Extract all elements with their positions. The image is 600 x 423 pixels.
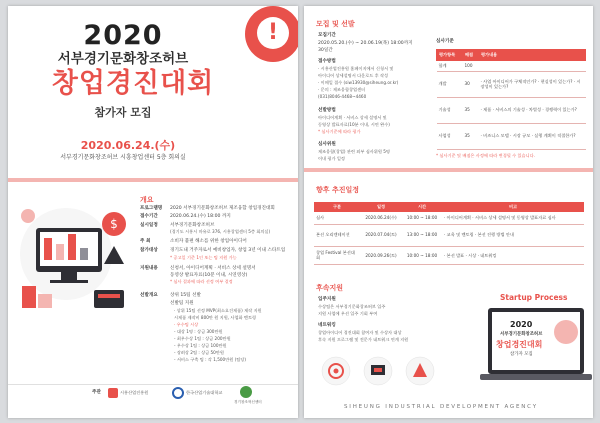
startup-illustration bbox=[16, 194, 134, 318]
criteria-score: 35 bbox=[463, 123, 479, 149]
period-value: 2020.05.20.(수) ~ 20.06.19(목) 18:00까지 bbox=[318, 41, 413, 46]
cceigg-logo-icon bbox=[240, 386, 252, 398]
table-row bbox=[437, 123, 586, 149]
schedule-table bbox=[314, 202, 584, 265]
sched-time: 10:00 ~ 18:00 bbox=[402, 246, 442, 264]
sida-logo-icon bbox=[108, 388, 118, 398]
review-line-1: 이내 평가 일정 bbox=[318, 156, 345, 161]
partner-0: 시흥산업진흥원 bbox=[120, 390, 149, 395]
ov-value-3: (경기도 시흥시 마유로 376, 시흥창업센터 5층 회의실) bbox=[170, 229, 271, 234]
ov-value-7: 신청서, 아이디어계획 · 서비스 상세 설명서 bbox=[170, 266, 256, 271]
prize-line-1: 시제품 제작비 800만 원 지원, 사업화 멘토링 bbox=[174, 315, 257, 320]
poster-org: 서부경기문화창조허브 bbox=[57, 51, 189, 67]
method-line-0: · 시흥산업진흥원 홈페이지에서 신청서 및 bbox=[318, 66, 394, 71]
sched-date: 2020.06.24(수) bbox=[360, 212, 402, 224]
overview-heading: 개요 bbox=[140, 196, 154, 204]
criteria-score: 30 bbox=[463, 71, 479, 97]
sched-date: 2020.07.04(토) bbox=[360, 224, 402, 246]
ov-value-0: 2020 서부경기문화창조허브 제조융합 창업경진대회 bbox=[170, 206, 275, 211]
criteria-item: 합계 bbox=[437, 61, 463, 72]
method-line-1: 아이디어 상세설명서 다운로드 후 작성 bbox=[318, 73, 389, 78]
method-line-2: · 이메일 접수 (siw13930@siheung.or.kr) bbox=[318, 80, 399, 85]
criteria-note: * 심사기준 및 배점은 사정에 따라 변경될 수 있습니다. bbox=[436, 153, 536, 158]
ov-label-5: 참가대상 bbox=[140, 248, 158, 253]
ov-label-2: 실시일정 bbox=[140, 223, 158, 228]
ov-value-4: 소비자 불편 해소를 위한 창업아이디어 bbox=[170, 239, 247, 244]
criteria-desc: · 비즈니스 모델 · 시장 규모 · 실행 계획이 적절한가? bbox=[479, 123, 586, 149]
ov-value-1: 2020.06.24.(수) 18:00 까지 bbox=[170, 214, 231, 219]
ssp-org: 서부경기문화창조허브 bbox=[500, 332, 543, 337]
criteria-item: 사업성 bbox=[437, 123, 463, 149]
criteria-desc bbox=[479, 61, 586, 72]
criteria-heading: 심사기준 bbox=[436, 39, 454, 44]
ssp-title: 창업경진대회 bbox=[496, 340, 543, 349]
prize-line-2: · 우수팀 시상 bbox=[174, 322, 199, 327]
period-label: 모집기간 bbox=[318, 33, 336, 38]
partner-1: 한국산업기술대학교 bbox=[186, 390, 223, 395]
sched-col-date: 일정 bbox=[360, 202, 402, 212]
network-label: 네트워킹 bbox=[318, 323, 336, 328]
host-label: 주관 bbox=[92, 390, 101, 395]
agency-name: SIHEUNG INDUSTRIAL DEVELOPMENT AGENCY bbox=[344, 404, 538, 410]
startup-process-badge: Startup Process bbox=[500, 293, 568, 302]
criteria-col-desc: 평가내용 bbox=[479, 50, 586, 61]
prize-label: 선발개요 bbox=[140, 293, 158, 298]
review-label: 심사위원 bbox=[318, 142, 336, 147]
ssp-subtitle: 참가자 모집 bbox=[510, 352, 533, 357]
criteria-table bbox=[436, 49, 586, 150]
select-label: 선발방법 bbox=[318, 108, 336, 113]
table-row bbox=[314, 212, 584, 224]
criteria-col-item: 평가항목 bbox=[437, 50, 463, 61]
network-line-1: 후속 지원 프로그램 및 전문가 네트워크 연계 지원 bbox=[318, 337, 409, 342]
table-row bbox=[437, 61, 586, 72]
exclamation-icon: ! bbox=[257, 17, 289, 49]
prize-line-5: - 우수상 1팀 : 상금 100만원 bbox=[174, 343, 227, 348]
poster-subtitle: 참가자 모집 bbox=[94, 106, 152, 119]
criteria-item: 개발 bbox=[437, 71, 463, 97]
sched-date: 2020.09.26(토) bbox=[360, 246, 402, 264]
prize-line-7: - 서비스 구축 팀 : 각 1,500만원 (팀당) bbox=[174, 357, 246, 362]
ov-label-7: 지원내용 bbox=[140, 266, 158, 271]
poster-date: 2020.06.24.(수) bbox=[80, 139, 176, 152]
support-line-1: 지원 사업에 우선 입주 기회 부여 bbox=[318, 311, 378, 316]
sched-time: 10:00 ~ 18:00 bbox=[402, 212, 442, 224]
recruit-heading: 모집 및 선발 bbox=[316, 20, 355, 28]
select-line-0: 아이디어계획 · 서비스 상세 설명서 및 bbox=[318, 115, 387, 120]
period-note: 30일간 bbox=[318, 48, 333, 53]
ov-value-5: 경기도내 거주자로서 예비창업자, 창업 3년 이내 스타트업 bbox=[170, 248, 286, 253]
prize-line-0: · 상위 15팀 선정 MVP(최소요건제품) 제작 지원 bbox=[174, 308, 262, 313]
ov-label-4: 주 최 bbox=[140, 239, 151, 244]
table-row bbox=[437, 97, 586, 123]
ov-label-0: 프로그램명 bbox=[140, 206, 163, 211]
sched-col-time: 시간 bbox=[402, 202, 442, 212]
support-label: 입주지원 bbox=[318, 297, 336, 302]
ov-value-2: 서부경기문화창조허브 bbox=[170, 223, 215, 228]
table-row bbox=[437, 71, 586, 97]
criteria-score: 35 bbox=[463, 97, 479, 123]
prize-line-6: - 장려상 2팀 : 상금 50만원 bbox=[174, 350, 224, 355]
benefits-heading: 후속지원 bbox=[316, 284, 344, 292]
criteria-desc: · 제품 · 서비스의 기술성 · 차별성 · 경쟁력이 있는가? bbox=[479, 97, 586, 123]
sched-col-note: 비고 bbox=[442, 202, 584, 212]
sched-note: · 아이디어계획 · 서비스 상세 설명서 및 동영상 발표자료 심사 bbox=[442, 212, 584, 224]
prize-line-4: - 최우수상 1팀 : 상금 200만원 bbox=[174, 336, 231, 341]
footer-divider bbox=[8, 384, 298, 385]
ov-value-8: 동영상 발표자료(10분 이내, 시연영상) bbox=[170, 273, 248, 278]
method-line-3: · 문의 : 제조융합창업센터 bbox=[318, 87, 366, 92]
ov-value-9: * 심사 결과에 따라 선정 여부 결정 bbox=[170, 279, 233, 284]
partner-2: 경기창조혁신센터 bbox=[234, 400, 262, 404]
divider-stripe bbox=[304, 168, 593, 172]
table-row bbox=[314, 246, 584, 264]
svg-text:$: $ bbox=[110, 217, 118, 231]
select-line-1: 동영상 발표자료(10분 이내, 시연 완수) bbox=[318, 122, 390, 127]
prize-sub: 선발팀 지원 bbox=[170, 301, 194, 306]
benefit-icons bbox=[318, 351, 468, 391]
sched-note: · 본선 발표 · 시상 · 네트워킹 bbox=[442, 246, 584, 264]
poster-location: 서부경기문화창조허브 시흥창업센터 5층 회의실 bbox=[60, 154, 186, 161]
review-line-0: 제조융합(창업) 관련 외부 심사위원 5명 bbox=[318, 149, 390, 154]
divider-stripe bbox=[8, 178, 298, 182]
criteria-desc: · 사업 아이디어가 구체적인가? · 현실성이 있는가? · 시장성이 있는가? bbox=[479, 71, 586, 97]
criteria-score: 100 bbox=[463, 61, 479, 72]
select-line-2: * 심사기준에 따라 평가 bbox=[318, 129, 361, 134]
sched-type: 창업 Festival 본선대회 bbox=[314, 246, 360, 264]
kpu-logo-icon bbox=[172, 387, 184, 399]
sched-time: 13:00 ~ 18:00 bbox=[402, 224, 442, 246]
sched-type: 본선 오리엔테이션 bbox=[314, 224, 360, 246]
sched-type: 심사 bbox=[314, 212, 360, 224]
table-row bbox=[314, 224, 584, 246]
ov-value-6: * 공고일 기준 1인 또는 팀 지원 가능 bbox=[170, 255, 237, 260]
criteria-col-score: 배점 bbox=[463, 50, 479, 61]
support-line-0: 수상팀은 서부경기문화창조허브 입주 bbox=[318, 304, 386, 309]
method-label: 접수방법 bbox=[318, 59, 336, 64]
method-line-4: (031)8046-4468~4460 bbox=[318, 94, 367, 99]
criteria-item: 기술성 bbox=[437, 97, 463, 123]
poster-back-page bbox=[304, 6, 593, 418]
ssp-year: 2020 bbox=[510, 320, 533, 329]
poster-front-page bbox=[8, 6, 298, 418]
poster-year: 2020 bbox=[83, 20, 163, 51]
sched-col-type: 구분 bbox=[314, 202, 360, 212]
prize-head: 상위 15팀 선발 bbox=[170, 293, 201, 298]
network-line-0: 창업아이디어 경진대회 참여자 및 수상자 대상 bbox=[318, 330, 402, 335]
poster-title: 창업경진대회 bbox=[51, 68, 215, 99]
schedule-heading: 향후 추진일정 bbox=[316, 186, 360, 194]
sched-note: · 교육 및 멘토링 · 본선 진행 방법 안내 bbox=[442, 224, 584, 246]
prize-line-3: - 대상 1명 : 상금 300만원 bbox=[174, 329, 223, 334]
ov-label-1: 접수기간 bbox=[140, 214, 158, 219]
